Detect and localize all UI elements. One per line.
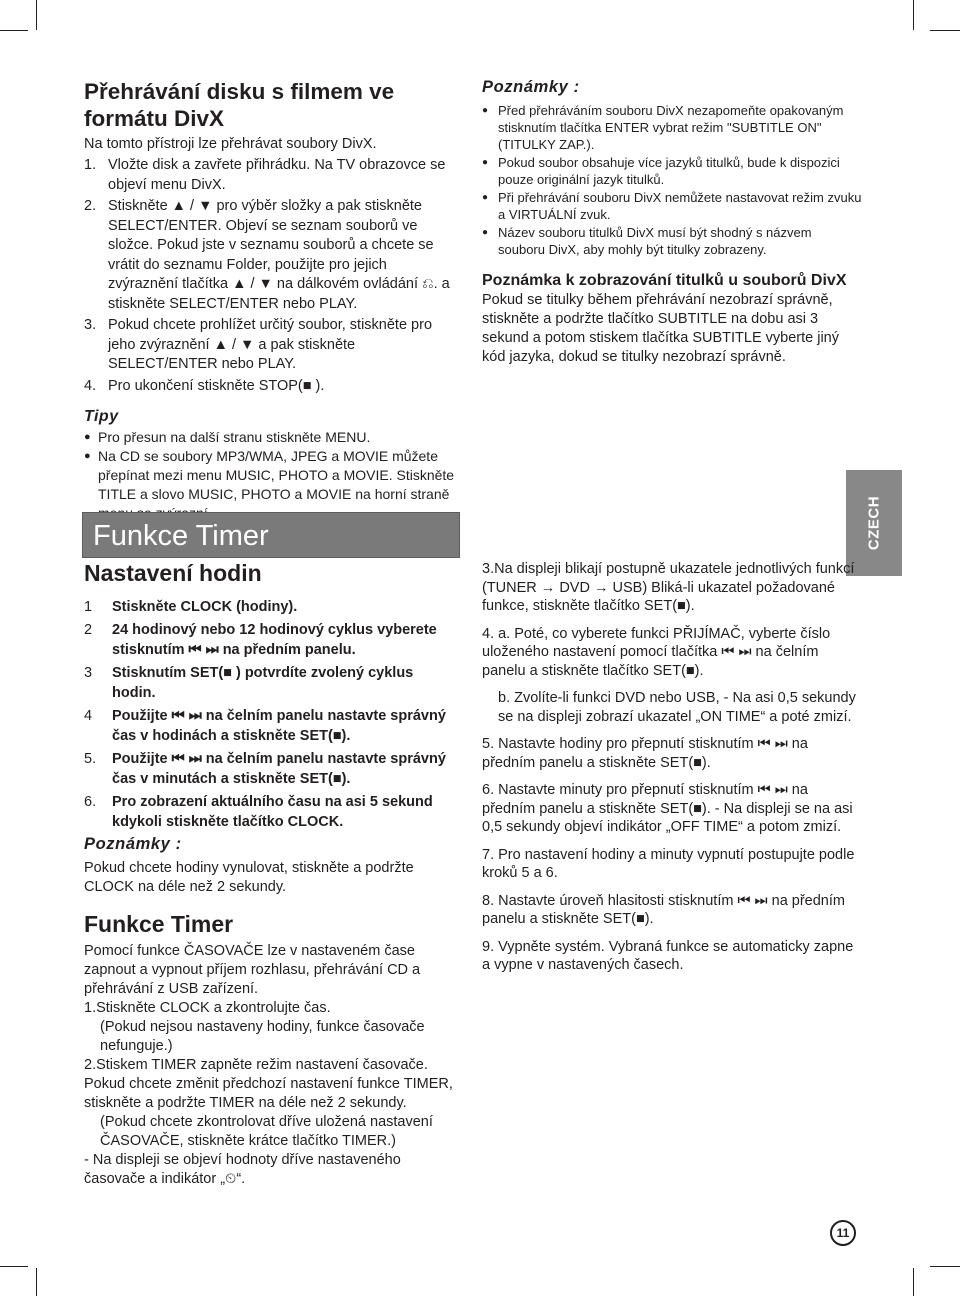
clock-notes-text: Pokud chcete hodiny vynulovat, stiskněte a podržte CLOCK na déle než 2 sekundy. [84,860,414,895]
clock-step: 6. Pro zobrazení aktuálního času na asi 5 sekund kdykoli stiskněte tlačítko CLOCK. [84,794,433,830]
note-item: ● Před přehráváním souboru DivX nezapomeňte opakovaným stisknutím tlačítka ENTER vybrat režim "SUBTITLE ON" (TITULKY ZAP.). [482,103,844,152]
timer-heading: Funkce Timer [84,911,234,937]
divx-section [84,78,460,523]
divx-step: 2. Stiskněte ▲ / ▼ pro výběr složky a pak stiskněte SELECT/ENTER. Objeví se seznam souborů ve složce. Pokud jste v seznamu souborů a chcete se vrátit do seznamu Folder, použijte pro jejich zvýraznění tlačítka ▲ / ▼ na dálkovém ovládání ⎌. a stiskněte SELECT/ENTER nebo PLAY. [84,198,450,312]
notes-heading: Poznámky : [482,78,580,96]
crop-mark [913,1268,914,1296]
crop-mark [0,30,28,31]
section-banner: Funkce Timer [82,512,460,558]
clock-step: 3 Stisknutím SET(■ ) potvrdíte zvolený cyklus hodin. [84,665,414,701]
note-item: ● Pokud soubor obsahuje více jazyků titulků, bude k dispozici pouze originální jazyk titulků. [482,155,840,187]
divx-title: Přehrávání disku s filmem ve formátu DivX [84,79,395,131]
timer-step: 9. Vypněte systém. Vybraná funkce se automaticky zapne a vypne v nastavených časech. [482,938,854,973]
bullet-icon: ● [84,450,91,462]
timer-line: 2.Stiskem TIMER zapněte režim nastavení časovače. Pokud chcete změnit předchozí nastavení funkce TIMER, stiskněte a podržte TIMER na déle než 2 sekundy. [84,1057,453,1111]
divx-steps [84,156,460,396]
notes-section [482,78,862,367]
bullet-icon: ● [482,192,489,203]
timer-step: 8. Nastavte úroveň hlasitosti stisknutím ⏮ ⏭ na předním panelu a stiskněte SET(■). [482,892,845,927]
bullet-icon: ● [84,431,91,443]
crop-mark [0,1266,28,1267]
clock-step: 2 24 hodinový nebo 12 hodinový cyklus vyberete stisknutím ⏮ ⏭ na předním panelu. [84,622,437,658]
crop-mark [930,30,960,31]
timer-intro: Pomocí funkce ČASOVAČE lze v nastaveném čase zapnout a vypnout příjem rozhlasu, přehrávání CD a přehrávání z USB zařízení. [84,943,421,997]
subtitle-text: Pokud se titulky během přehrávání nezobrazí správně, stiskněte a podržte tlačítko SUBTITLE na dobu asi 3 sekund a potom stiskem tlačítka SUBTITLE vyberte jiný kód jazyka, dokud se titulky nezobrazí správně. [482,292,839,365]
crop-mark [930,1266,960,1267]
timer-step: b. Zvolíte-li funkci DVD nebo USB, - Na asi 0,5 sekundy se na displeji zobrazí ukazatel „ON TIME“ a poté zmizí. [498,690,856,725]
timer-line: - Na displeji se objeví hodnoty dříve nastaveného časovače a indikátor „⏲“. [84,1152,401,1187]
timer-line: 1.Stiskněte CLOCK a zkontrolujte čas. [84,1000,331,1016]
clock-step: 5. Použijte ⏮ ⏭ na čelním panelu nastavte správný čas v minutách a stiskněte SET(■). [84,751,446,787]
language-tab-label: CZECH [865,495,883,551]
page-number: 11 [830,1220,856,1246]
timer-step: 6. Nastavte minuty pro přepnutí stisknutím ⏮ ⏭ na předním panelu a stiskněte SET(■). - Na displeji se na asi 0,5 sekundy objeví indikátor „OFF TIME“ a potom zmizí. [482,782,853,835]
timer-line: (Pokud chcete zkontrolovat dříve uložená nastavení ČASOVAČE, stiskněte krátce tlačítko TIMER.) [100,1114,433,1149]
bullet-icon: ● [482,157,489,168]
clock-section [84,560,460,1189]
timer-step: 5. Nastavte hodiny pro přepnutí stisknutím ⏮ ⏭ na předním panelu a stiskněte SET(■). [482,736,808,771]
note-item: ● Při přehrávání souboru DivX nemůžete nastavovat režim zvuku a VIRTUÁLNÍ zvuk. [482,190,862,222]
subtitle-heading: Poznámka k zobrazování titulků u souborů DivX [482,272,847,289]
tip-item: ● Na CD se soubory MP3/WMA, JPEG a MOVIE můžete přepínat mezi menu MUSIC, PHOTO a MOVIE. Stiskněte TITLE a slovo MUSIC, PHOTO a MOVIE na horní straně [84,448,455,502]
clock-heading: Nastavení hodin [84,560,262,586]
note-item: ● Název souboru titulků DivX musí být shodný s názvem souboru DivX, aby mohly být titulky zobrazeny. [482,225,812,257]
divx-step: 4. Pro ukončení stiskněte STOP(■ ). [84,377,325,394]
crop-mark [36,1268,37,1296]
bullet-icon: ● [482,227,489,238]
clock-notes-heading: Poznámky : [84,835,182,853]
crop-mark [913,0,914,30]
divx-step: 1. Vložte disk a zavřete přihrádku. Na TV obrazovce se objeví menu DivX. [84,157,446,193]
tip-item: ● Pro přesun na další stranu stiskněte MENU. [84,429,371,445]
divx-intro: Na tomto přístroji lze přehrávat soubory DivX. [84,136,377,152]
crop-mark [36,0,37,30]
timer-steps [482,560,862,984]
timer-step: 7. Pro nastavení hodiny a minuty vypnutí postupujte podle kroků 5 a 6. [482,846,855,881]
bullet-icon: ● [482,105,489,116]
divx-step: 3. Pokud chcete prohlížet určitý soubor, stiskněte pro jeho zvýraznění ▲ / ▼ a pak stiskněte SELECT/ENTER nebo PLAY. [84,317,433,372]
timer-line: (Pokud nejsou nastaveny hodiny, funkce časovače nefunguje.) [100,1019,425,1054]
timer-step: 3.Na displeji blikají postupně ukazatele jednotlivých funkcí (TUNER → DVD → USB) Bliká-li ukazatel požadované funkce, stiskněte tlačítko SET(■). [482,561,855,614]
timer-step: 4. a. Poté, co vyberete funkci PŘIJÍMAČ, vyberte číslo uloženého nastavení pomocí tlačítka ⏮ ⏭ na čelním panelu a stiskněte tlačítko SET(■). [482,625,831,679]
clock-step: 1 Stiskněte CLOCK (hodiny). [84,599,298,615]
clock-step: 4 Použijte ⏮ ⏭ na čelním panelu nastavte správný čas v hodinách a stiskněte SET(■). [84,708,446,744]
tips-heading: Tipy [84,408,119,425]
